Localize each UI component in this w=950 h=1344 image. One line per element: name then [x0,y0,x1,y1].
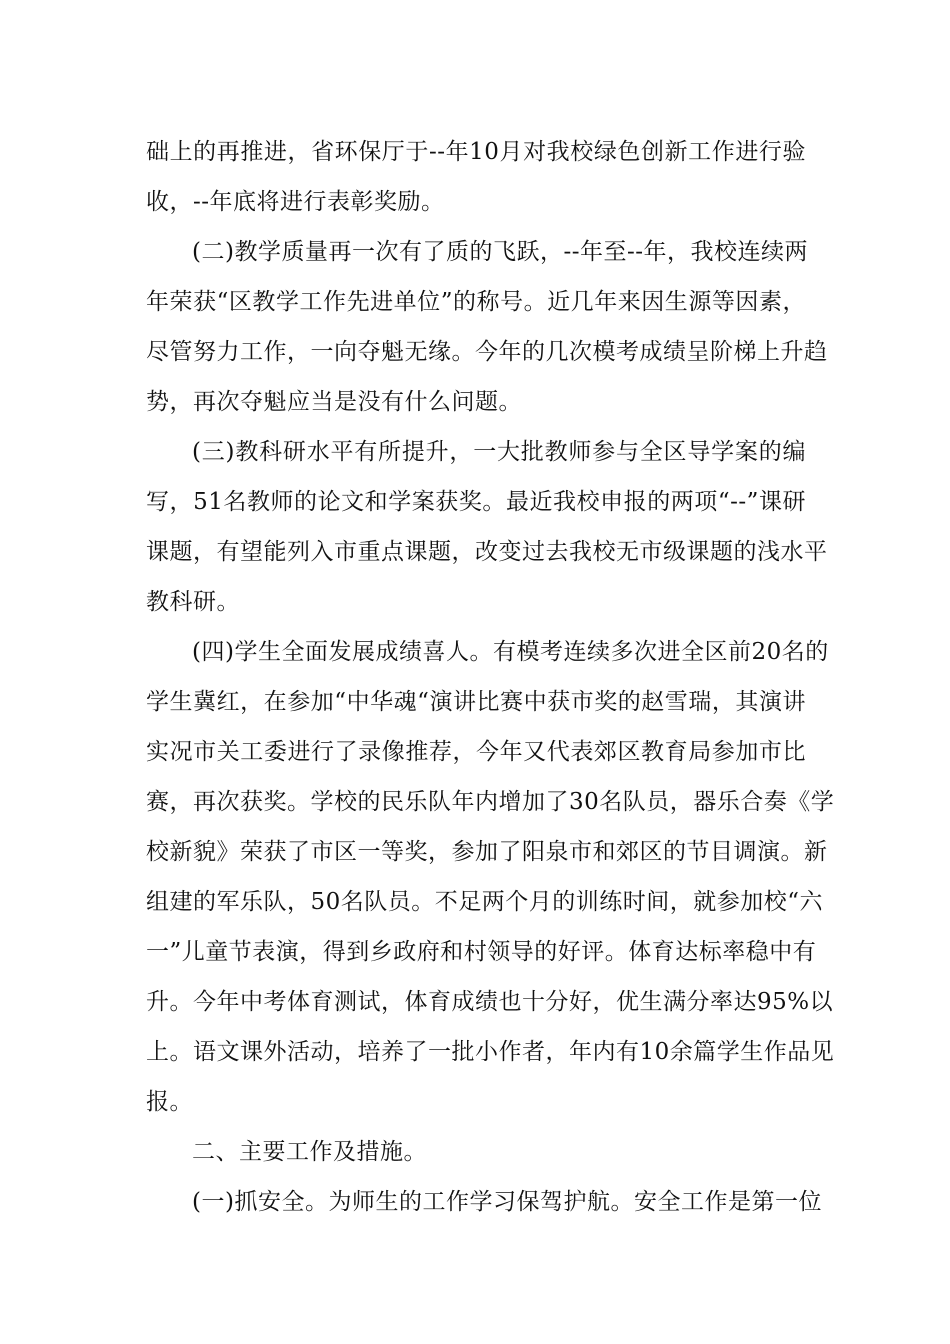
text-line: 上。语文课外活动，培养了一批小作者，年内有10余篇学生作品见 [146,1039,835,1065]
text-line: 尽管努力工作，一向夺魁无缘。今年的几次模考成绩呈阶梯上升趋 [146,339,828,365]
text-line: 升。今年中考体育测试，体育成绩也十分好，优生满分率达95%以 [146,989,834,1015]
text-line: 学生冀红，在参加“中华魂“演讲比赛中获市奖的赵雪瑞，其演讲 [146,689,806,715]
text-line: 收，--年底将进行表彰奖励。 [146,189,445,215]
text-line: 校新貌》荣获了市区一等奖，参加了阳泉市和郊区的节目调演。新 [146,839,828,865]
text-line: 写，51名教师的论文和学案获奖。最近我校申报的两项“--”课研 [146,489,806,515]
text-line: 教科研。 [146,589,240,615]
section-heading: 二、主要工作及措施。 [192,1139,427,1165]
text-line: 课题，有望能列入市重点课题，改变过去我校无市级课题的浅水平 [146,539,828,565]
text-line: 实况市关工委进行了录像推荐，今年又代表郊区教育局参加市比 [146,739,806,765]
text-line: 一”儿童节表演，得到乡政府和村领导的好评。体育达标率稳中有 [146,939,817,965]
paragraph-4-start: (四)学生全面发展成绩喜人。有模考连续多次进全区前20名的 [192,639,829,665]
text-line: 组建的军乐队，50名队员。不足两个月的训练时间，就参加校“六 [146,889,824,915]
text-line: 年荣获“区教学工作先进单位”的称号。近几年来因生源等因素， [146,289,806,315]
text-line: 势，再次夺魁应当是没有什么问题。 [146,389,522,415]
paragraph-5-start: (一)抓安全。为师生的工作学习保驾护航。安全工作是第一位 [192,1189,822,1215]
text-line: 赛，再次获奖。学校的民乐队年内增加了30名队员，器乐合奏《学 [146,789,835,815]
paragraph-3-start: (三)教科研水平有所提升，一大批教师参与全区导学案的编 [192,439,806,465]
text-line: 报。 [146,1089,193,1115]
text-line: 础上的再推进，省环保厅于--年10月对我校绿色创新工作进行验 [146,139,806,165]
paragraph-2-start: (二)教学质量再一次有了质的飞跃，--年至--年，我校连续两 [192,239,809,265]
